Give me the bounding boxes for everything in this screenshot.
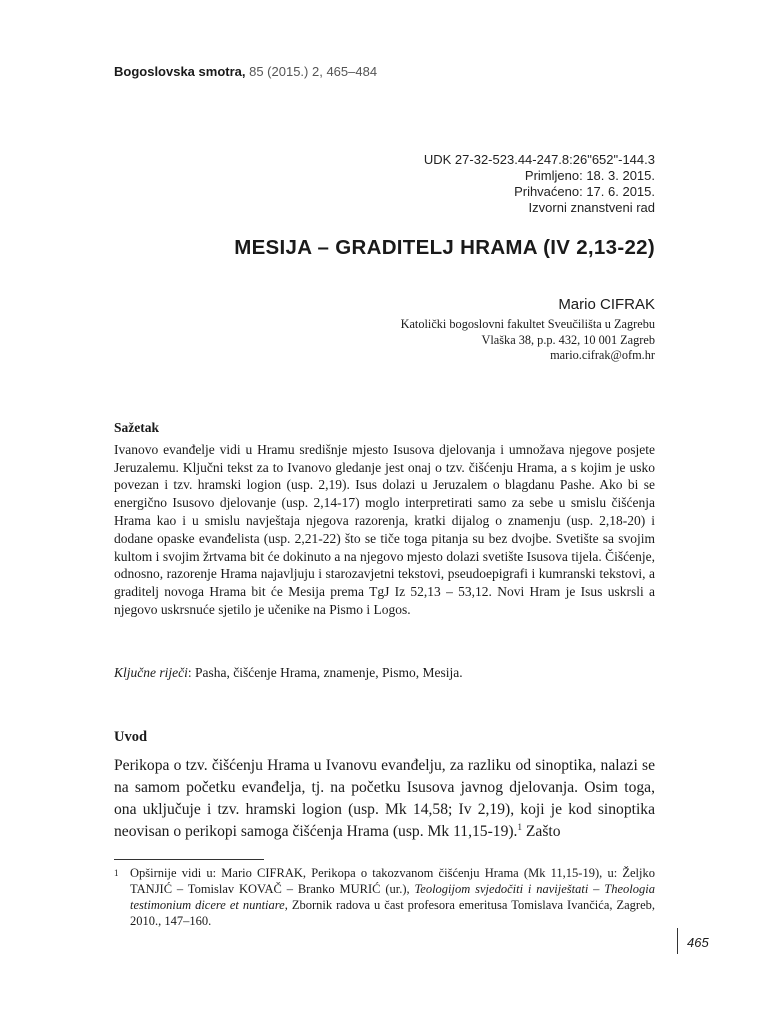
received-date: Primljeno: 18. 3. 2015.	[524, 168, 655, 183]
keywords	[114, 665, 463, 681]
address: Vlaška 38, p.p. 432, 10 001 Zagreb	[481, 332, 655, 347]
footnote-book-title: Teologijom svjedočiti i naviještati – Theologia testimonium dicere et nuntiare	[130, 882, 655, 912]
journal-citation	[114, 64, 377, 79]
article-type: Izvorni znanstveni rad	[528, 200, 655, 215]
footnote-number: 1	[114, 868, 119, 878]
page-number: 465	[687, 935, 709, 950]
keywords-label: Ključne riječi	[114, 665, 188, 680]
section-heading: Uvod	[114, 729, 148, 745]
abstract-text: Ivanovo evanđelje vidi u Hramu središnje mjesto Isusova djelovanja i umnožava njegove posjete Jeruzalemu. Ključni tekst za to Ivanovo gledanje jest onaj o tzv. čišćenju Hrama, a s kojim je usko povezan i tzv. hramski logion (usp. 2,19). Isus dolazi u Jeruzalem o blagdanu Pashe. Ako bi se energično Isusovo djelovanje (usp. 2,14-17) moglo interpretirati samo za sebe u smislu čišćenja Hrama kao i u smislu navještaja njegova razorenja, kratki dijalog o znamenju (usp. 2,18-20) i dodane opaske evanđelista (usp. 2,21-22) što se tiče toga pitanja su bez dvojbe. Svetište sa svojim kultom i svojim žrtvama bit će dokinuto a na njegovo mjesto dolazi svetište Isusova tijela. Čišćenje, odnosno, razorenje Hrama najavljuju i starozavjetni tekstovi, pseudoepigrafi i kumranski tekstovi, a graditelj novoga Hrama bit će Mesija prema TgJ Iz 52,13 – 53,12. Novi Hram je Isus uskrsli a njegovo uskrsnuće sjetilo je učenike na Pismo i Logos.	[114, 441, 655, 617]
body-paragraph	[114, 755, 655, 843]
footnote	[114, 865, 655, 929]
footnote-text-end: , Zbornik radova u čast profesora emeritusa Tomislava Ivančića, Zagreb, 2010., 147–160.	[130, 898, 655, 928]
footnote-text	[130, 865, 655, 929]
body-text-continued: Zašto	[521, 823, 561, 840]
page-number-rule	[677, 928, 678, 954]
keywords-list: : Pasha, čišćenje Hrama, znamenje, Pismo, Mesija.	[187, 665, 463, 680]
footnote-ref: 1	[517, 821, 522, 832]
author-affiliation	[401, 317, 655, 364]
abstract-heading: Sažetak	[114, 420, 159, 435]
footnote-text-start: Opširnije vidi u: Mario CIFRAK, Perikopa o takozvanom čišćenju Hrama (Mk 11,15-19), u: Željko TANJIĆ – Tomislav KOVAČ – Branko MURIĆ (ur.),	[130, 866, 655, 896]
udk-code: UDK 27-32-523.44-247.8:26"652"-144.3	[423, 152, 655, 167]
journal-name: Bogoslovska smotra,	[114, 64, 246, 79]
body-text: Perikopa o tzv. čišćenju Hrama u Ivanovu evanđelju, za razliku od sinoptika, nalazi se na samom početku evanđelja, tj. na početku Isusova javnog djelovanja. Osim toga, ona uključuje i tzv. hramski logion (usp. Mk 14,58; Iv 2,19), koji je kod sinoptika neovisan o perikopi samoga čišćenja Hrama (usp. Mk 11,15-19).	[114, 757, 655, 840]
accepted-date: Prihvaćeno: 17. 6. 2015.	[514, 184, 655, 199]
article-meta	[424, 152, 655, 216]
article-title: MESIJA – GRADITELJ HRAMA (IV 2,13-22)	[234, 236, 655, 259]
institution: Katolički bogoslovni fakultet Sveučilišta u Zagrebu	[400, 317, 655, 331]
author-name: Mario CIFRAK	[558, 296, 655, 313]
email: mario.cifrak@ofm.hr	[550, 348, 655, 362]
footnote-rule	[114, 859, 264, 860]
journal-volume: 85 (2015.) 2, 465–484	[245, 64, 378, 79]
abstract	[114, 419, 655, 619]
